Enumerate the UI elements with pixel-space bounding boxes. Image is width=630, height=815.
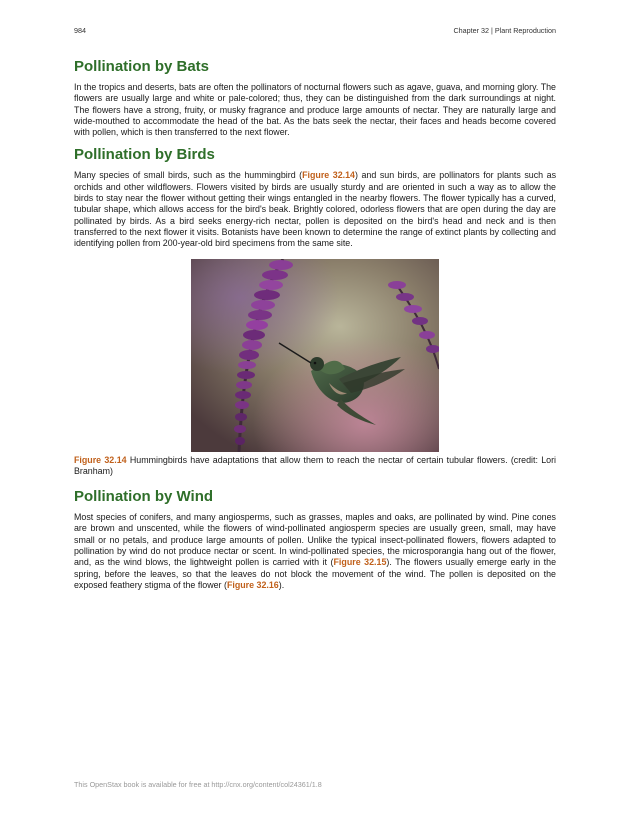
figure-label: Figure 32.14 <box>74 454 127 465</box>
heading-wind: Pollination by Wind <box>74 488 214 506</box>
heading-bats: Pollination by Bats <box>74 58 210 75</box>
wind-text-2: ). The flowers usually emerge early in the spring, before the leaves, so that the leaves do not block the movement of the wind. The pollen is deposited on the exposed feathery stigma of the flower ( <box>74 557 557 590</box>
figure-link-32-16[interactable]: Figure 32.16 <box>226 579 279 590</box>
paragraph-wind <box>74 512 556 591</box>
chapter-title: Chapter 32 | Plant Reproduction <box>453 26 556 35</box>
heading-birds: Pollination by Birds <box>74 146 215 164</box>
page-number: 984 <box>74 26 86 35</box>
paragraph-birds <box>74 170 556 249</box>
section-birds <box>74 146 556 477</box>
figure-link-32-14[interactable]: Figure 32.14 <box>302 170 355 181</box>
page-footer: This OpenStax book is available for free at http://cnx.org/content/col24361/1.8 <box>74 780 322 789</box>
page-content <box>74 58 556 591</box>
figure-caption-text: Hummingbirds have adaptations that allow them to reach the nectar of certain tubular flowers. (credit: Lori Branham) <box>74 454 557 476</box>
figure-link-32-15[interactable]: Figure 32.15 <box>333 557 387 568</box>
section-bats <box>74 58 556 138</box>
birds-text-1: Many species of small birds, such as the hummingbird ( <box>74 170 303 181</box>
wind-text-1: Most species of conifers, and many angiosperms, such as grasses, maples and oaks, are pollinated by wind. Pine cones are brown and unscented, while the flowers of wind-pollinated angiosperm species are usually green, small, may have small or no petals, and produce large amounts of pollen. Unlike the typical insect-pollinated flowers, flowers adapted to pollination by wind do not produce nectar or scent. In wind-pollinated species, the microsporangia hang out of the flower, and, as the wind blows, the lightweight pollen is carried with it ( <box>74 512 556 568</box>
section-wind <box>74 488 556 591</box>
figure-caption <box>74 455 556 478</box>
wind-text-3: ). <box>278 579 285 590</box>
paragraph-bats: In the tropics and deserts, bats are often the pollinators of nocturnal flowers such as agave, guava, and morning glory. The flowers are usually large and white or pale-colored; thus, they can be distinguished from the dark surroundings at night. The flowers have a strong, fruity, or musky fragrance and produce large amounts of nectar. They are naturally large and wide-mouthed to accommodate the head of the bat. As the bats seek the nectar, their faces and heads become covered with pollen, which is then transferred to the next flower. <box>74 82 556 138</box>
birds-text-2: ) and sun birds, are pollinators for plants such as orchids and other wildflowers. Flowers visited by birds are usually sturdy and are oriented in such a way as to allow the birds to stay near the flower without getting their wings entangled in the nearby flowers. The flower typically has a curved, tubular shape, which allows access for the bird's beak. Brightly colored, odorless flowers that are open during the day are pollinated by birds. As a bird seeks energy-rich nectar, pollen is deposited on the bird's head and neck and is then transferred to the next flower it visits. Botanists have been known to determine the range of extinct plants by collecting and identifying pollen from 200-year-old bird specimens from the same site. <box>74 170 557 249</box>
figure-hummingbird-image <box>191 259 439 452</box>
page-header <box>74 26 556 36</box>
